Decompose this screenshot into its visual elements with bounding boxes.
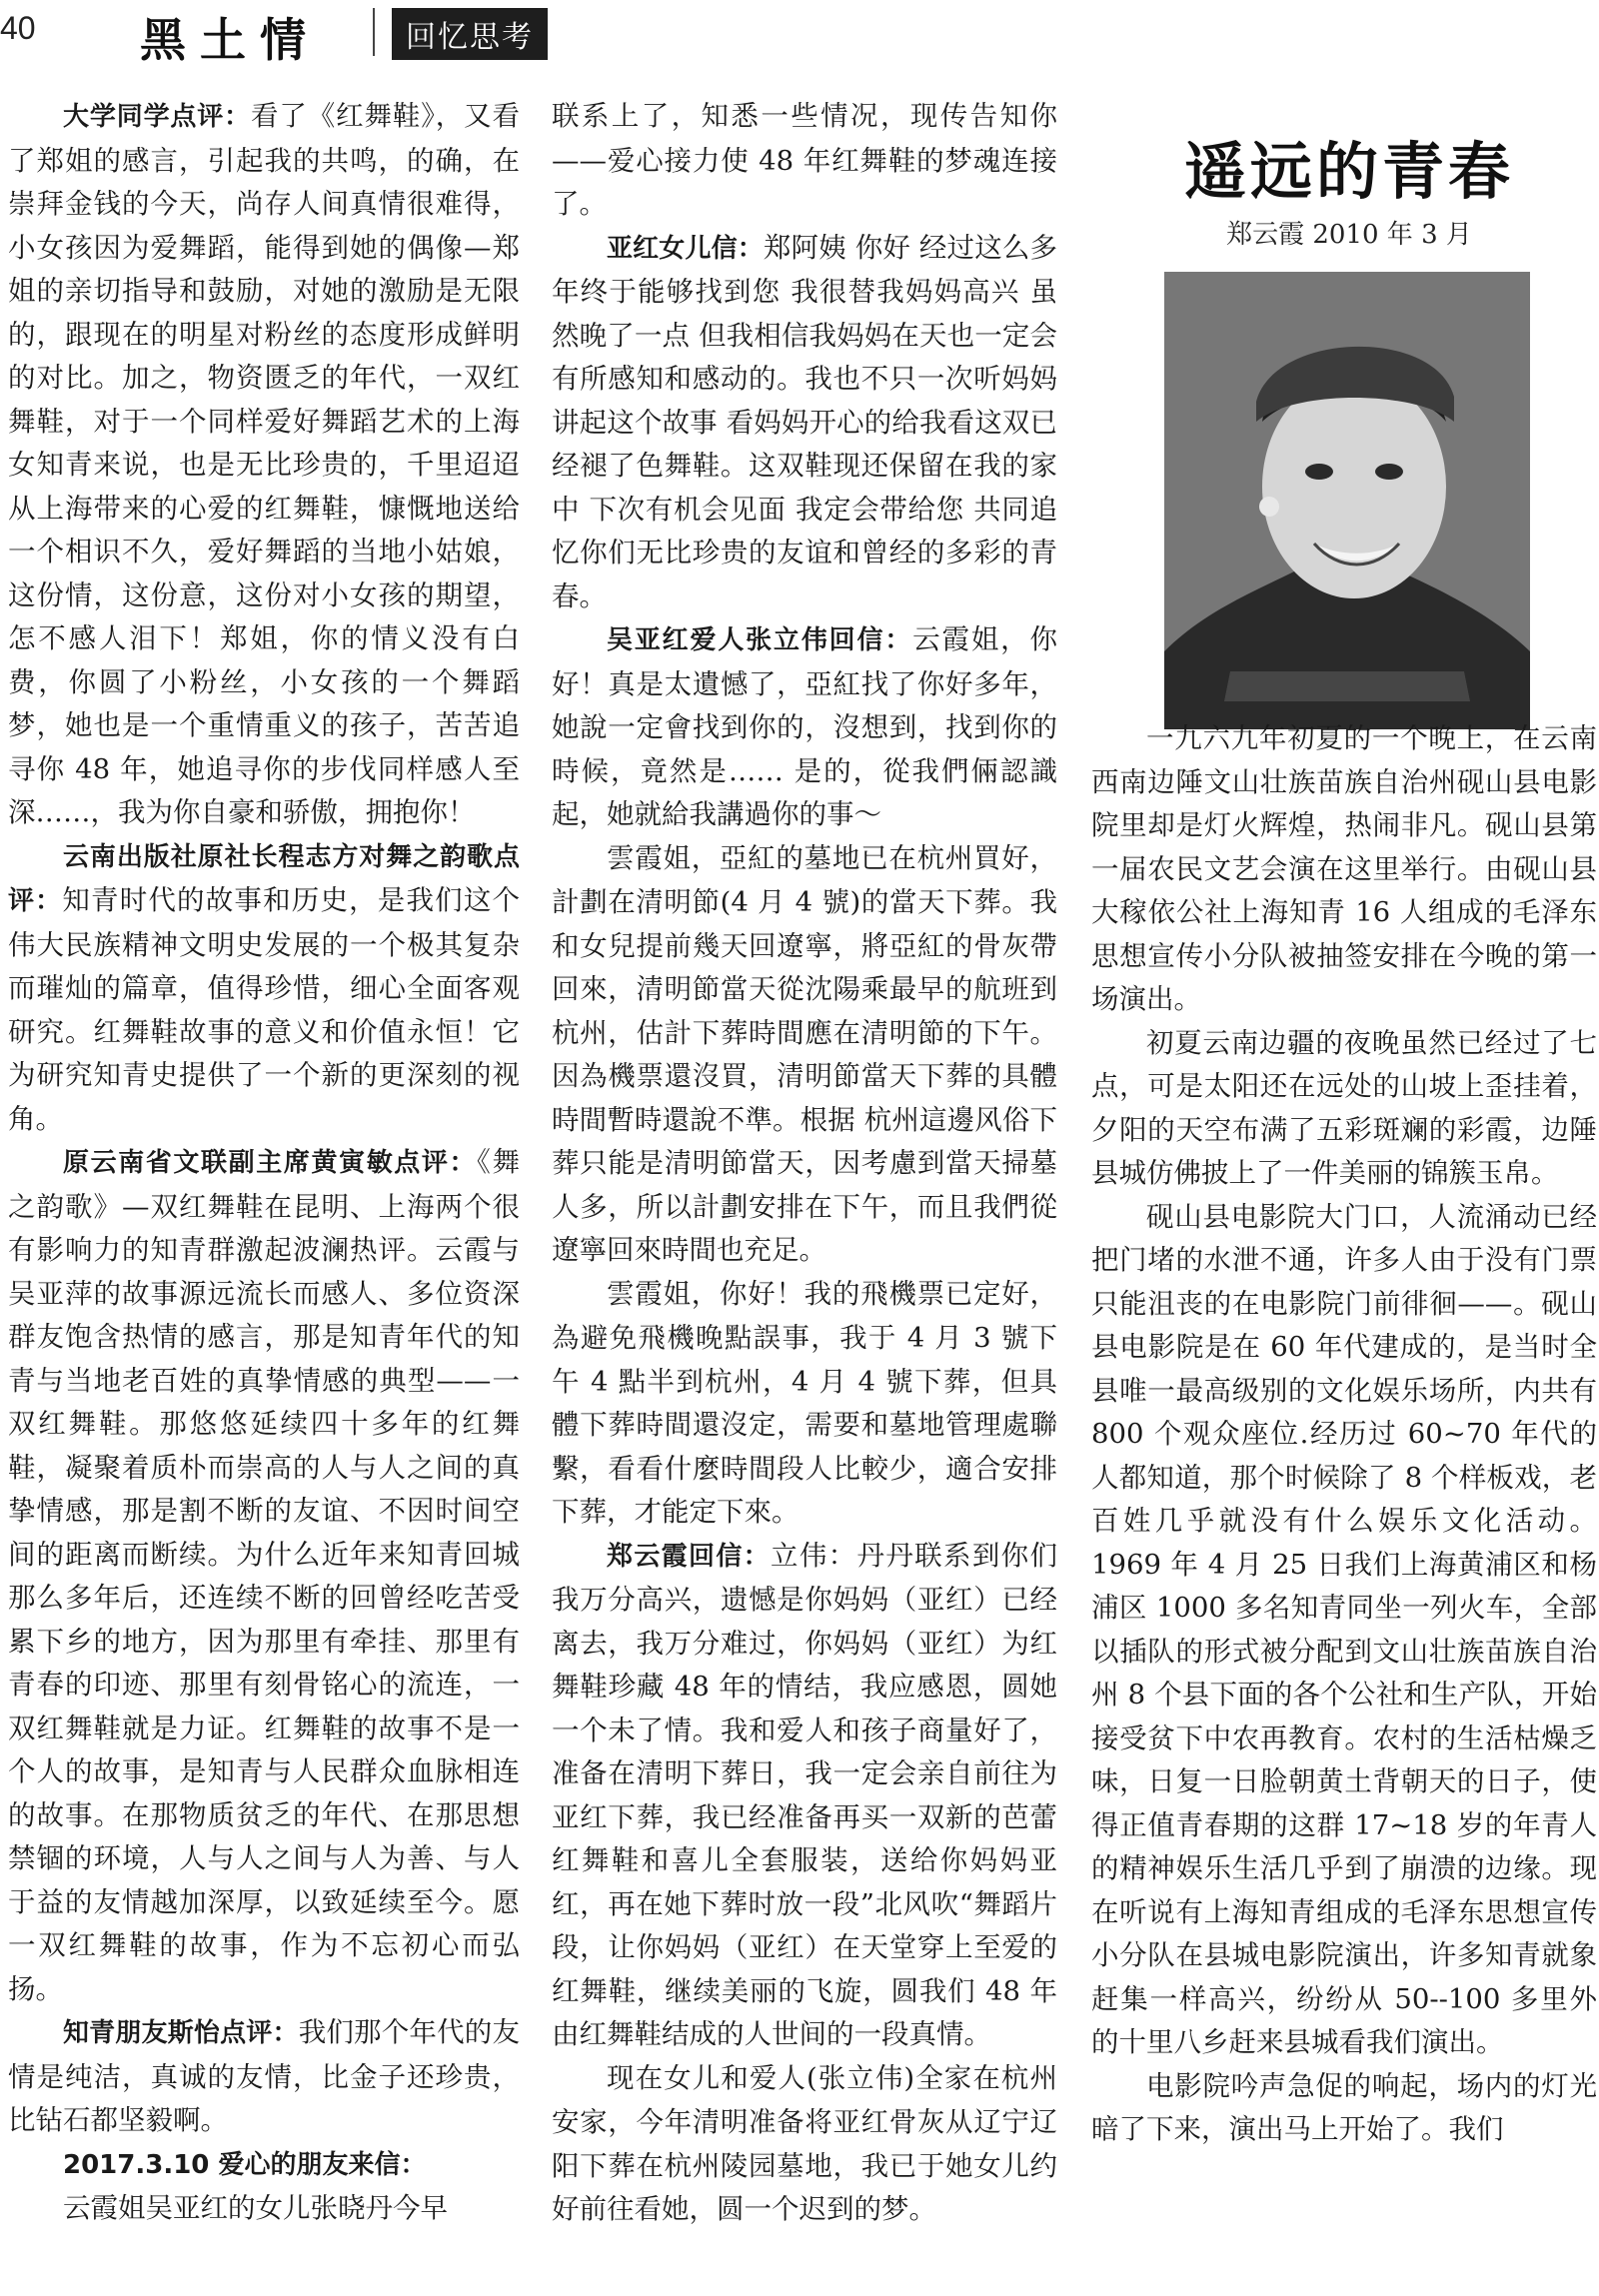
paragraph-lead: 吴亚红爱人张立伟回信： xyxy=(607,625,913,655)
paragraph-lead: 大学同学点评： xyxy=(63,102,252,132)
paragraph xyxy=(8,95,520,835)
paragraph: 初夏云南边疆的夜晚虽然已经过了七点，可是太阳还在远处的山坡上歪挂着，夕阳的天空布满了五彩斑斓的彩霞，边陲县城仿佛披上了一件美丽的锦簇玉帛。 xyxy=(1091,1026,1597,1189)
column-right xyxy=(1091,717,1597,2152)
paragraph xyxy=(552,95,1057,227)
paragraph-text: 联系上了，知悉一些情况，现传告知你——爱心接力使 48 年红舞鞋的梦魂连接了。 xyxy=(552,100,1057,220)
paragraph-text: 雲霞姐，你好！我的飛機票已定好，為避免飛機晚點誤事，我于 4 月 3 號下午 4 點半到杭州，4 月 4 號下葬，但具體下葬時間還沒定，需要和墓地管理處聯繫，看看什麼時間段人比較少，適合安排下葬，才能定下來。 xyxy=(552,1277,1057,1528)
paragraph-lead: 原云南省文联副主席黄寅敏点评： xyxy=(63,1148,478,1178)
paragraph-text: 云霞姐，你好！真是太遺憾了，亞紅找了你好多年，她說一定會找到你的，沒想到，找到你的時候，竟然是…… 是的，從我們倆認識起，她就給我講過你的事～ xyxy=(552,623,1057,830)
paragraph xyxy=(552,1535,1057,2057)
paragraph-lead: 知青朋友斯怡点评： xyxy=(63,2018,299,2048)
paragraph-text: 看了《红舞鞋》，又看了郑姐的感言，引起我的共鸣，的确，在崇拜金钱的今天，尚存人间真情很难得，小女孩因为爱舞蹈，能得到她的偶像—郑姐的亲切指导和鼓励，对她的激励是无限的，跟现在的明星对粉丝的态度形成鲜明的对比。加之，物资匮乏的年代，一双红舞鞋，对于一个同样爱好舞蹈艺术的上海女知青来说，也是无比珍贵的，千里迢迢从上海带来的心爱的红舞鞋，慷慨地送给一个相识不久，爱好舞蹈的当地小姑娘，这份情，这份意，这份对小女孩的期望，怎不感人泪下！郑姐，你的情义没有白费，你圆了小粉丝，小女孩的一个舞蹈梦，她也是一个重情重义的孩子，苦苦追寻你 48 年，她追寻你的步伐同样感人至深……，我为你自豪和骄傲，拥抱你！ xyxy=(8,100,520,828)
paragraph xyxy=(8,2143,520,2188)
paragraph xyxy=(8,835,520,1142)
paragraph-text: 郑阿姨 你好 经过这么多年终于能够找到您 我很替我妈妈高兴 虽然晚了一点 但我相信我妈妈在天也一定会有所感知和感动的。我也不只一次听妈妈讲起这个故事 看妈妈开心的给我看这双已经褪了色舞鞋。这双鞋现还保留在我的家中 下次有机会见面 我定会带给您 共同追忆你们无比珍贵的友谊和曾经的多彩的青春。 xyxy=(552,231,1057,612)
paragraph-text: 云霞姐吴亚红的女儿张晓丹今早 xyxy=(63,2192,448,2224)
paragraph-text: 《舞之韵歌》—双红舞鞋在昆明、上海两个很有影响力的知青群激起波澜热评。云霞与吴亚萍的故事源远流长而感人、多位资深群友饱含热情的感言，那是知青年代的知青与当地老百姓的真挚情感的典型——一双红舞鞋。那悠悠延续四十多年的红舞鞋，凝聚着质朴而崇高的人与人之间的真挚情感，那是割不断的友谊、不因时间空间的距离而断续。为什么近年来知青回城那么多年后，还连续不断的回曾经吃苦受累下乡的地方，因为那里有牵挂、那里有青春的印迹、那里有刻骨铭心的流连，一双红舞鞋就是力证。红舞鞋的故事不是一个人的故事，是知青与人民群众血脉相连的故事。在那物质贫乏的年代、在那思想禁锢的环境，人与人之间与人为善、与人于益的友情越加深厚，以致延续至今。愿一双红舞鞋的故事，作为不忘初心而弘扬。 xyxy=(8,1146,520,2005)
masthead-logo: 黑土情 xyxy=(140,13,320,67)
paragraph xyxy=(552,2057,1057,2232)
paragraph xyxy=(552,227,1057,619)
paragraph xyxy=(8,2187,520,2232)
paragraph-text: 现在女儿和爱人(张立伟)全家在杭州安家，今年清明准备将亚红骨灰从辽宁辽阳下葬在杭州陵园墓地，我已于她女儿约好前往看她，圆一个迟到的梦。 xyxy=(552,2061,1057,2225)
article-byline: 郑云霞 2010 年 3 月 xyxy=(1226,220,1472,250)
column-left xyxy=(8,95,520,2232)
paragraph-text: 立伟：丹丹联系到你们我万分高兴，遗憾是你妈妈（亚红）已经离去，我万分难过，你妈妈（亚红）为红舞鞋珍藏 48 年的情结，我应感恩，圆她一个未了情。我和爱人和孩子商量好了，准备在清明下葬日，我一定会亲自前往为亚红下葬，我已经准备再买一双新的芭蕾红舞鞋和喜儿全套服装，送给你妈妈亚红，再在她下葬时放一段”北风吹“舞蹈片段，让你妈妈（亚红）在天堂穿上至爱的红舞鞋，继续美丽的飞旋，圆我们 48 年由红舞鞋结成的人世间的一段真情。 xyxy=(552,1539,1057,2050)
paragraph: 电影院吟声急促的响起，场内的灯光暗了下来，演出马上开始了。我们 xyxy=(1091,2069,1597,2145)
paragraph xyxy=(552,1273,1057,1535)
paragraph xyxy=(552,837,1057,1273)
paragraph-lead: 郑云霞回信： xyxy=(607,1541,771,1572)
article-title: 遥远的青春 xyxy=(1183,135,1514,208)
portrait-image xyxy=(1164,272,1530,729)
paragraph-lead: 2017.3.10 爱心的朋友来信： xyxy=(63,2149,427,2180)
paragraph-text: 知青时代的故事和历史，是我们这个伟大民族精神文明史发展的一个极其复杂而璀灿的篇章，值得珍惜，细心全面客观研究。红舞鞋故事的意义和价值永恒！它为研究知青史提供了一个新的更深刻的视角。 xyxy=(8,884,520,1135)
paragraph xyxy=(8,1141,520,2011)
portrait-photo xyxy=(1164,272,1530,729)
paragraph-lead: 亚红女儿信： xyxy=(607,233,764,264)
paragraph-text: 我们那个年代的友情是纯洁，真诚的友情，比金子还珍贵，比钻石都坚毅啊。 xyxy=(8,2016,520,2136)
column-middle xyxy=(552,95,1057,2232)
paragraph xyxy=(552,618,1057,837)
paragraph xyxy=(8,2011,520,2143)
section-tag: 回忆思考 xyxy=(392,8,548,60)
header-divider xyxy=(373,8,375,56)
paragraph: 砚山县电影院大门口，人流涌动已经把门堵的水泄不通，许多人由于没有门票只能沮丧的在电影院门前徘徊——。砚山县电影院是在 60 年代建成的，是当时全县唯一最高级别的文化娱乐场所，内共有 800 个观众座位.经历过 60~70 年代的人都知道，那个时候除了 8 个样板戏，老百姓几乎就没有什么娱乐文化活动。1969 年 4 月 25 日我们上海黄浦区和杨浦区 1000 多名知青同坐一列火车，全部以插队的形式被分配到文山壮族苗族自治州 8 个县下面的各个公社和生产队，开始接受贫下中农再教育。农村的生活枯燥乏味，日复一日脸朝黄土背朝天的日子，使得正值青春期的这群 17~18 岁的年青人的精神娱乐生活几乎到了崩溃的边缘。现在听说有上海知青组成的毛泽东思想宣传小分队在县城电影院演出，许多知青就象赶集一样高兴，纷纷从 50--100 多里外的十里八乡赶来县城看我们演出。 xyxy=(1091,1200,1597,2058)
page-header xyxy=(0,0,1599,70)
paragraph-lead: 云南出版社原社长程志方对舞之韵歌点评： xyxy=(8,841,520,916)
paragraph-text: 雲霞姐，亞紅的墓地已在杭州買好，計劃在清明節(4 月 4 號)的當天下葬。我和女兒提前幾天回遼寧，將亞紅的骨灰帶回來，清明節當天從沈陽乘最早的航班到杭州，估計下葬時間應在清明節的下午。因為機票還沒買，清明節當天下葬的具體時間暫時還說不準。根据 杭州這邊风俗下葬只能是清明節當天，因考慮到當天掃墓人多，所以計劃安排在下午，而且我們從遼寧回來時間也充足。 xyxy=(552,841,1057,1266)
paragraph: 一九六九年初夏的一个晚上，在云南西南边陲文山壮族苗族自治州砚山县电影院里却是灯火辉煌，热闹非凡。砚山县第一届农民文艺会演在这里举行。由砚山县大稼依公社上海知青 16 人组成的毛泽东思想宣传小分队被抽签安排在今晚的第一场演出。 xyxy=(1091,722,1597,1015)
page-number: 40 xyxy=(0,10,36,46)
